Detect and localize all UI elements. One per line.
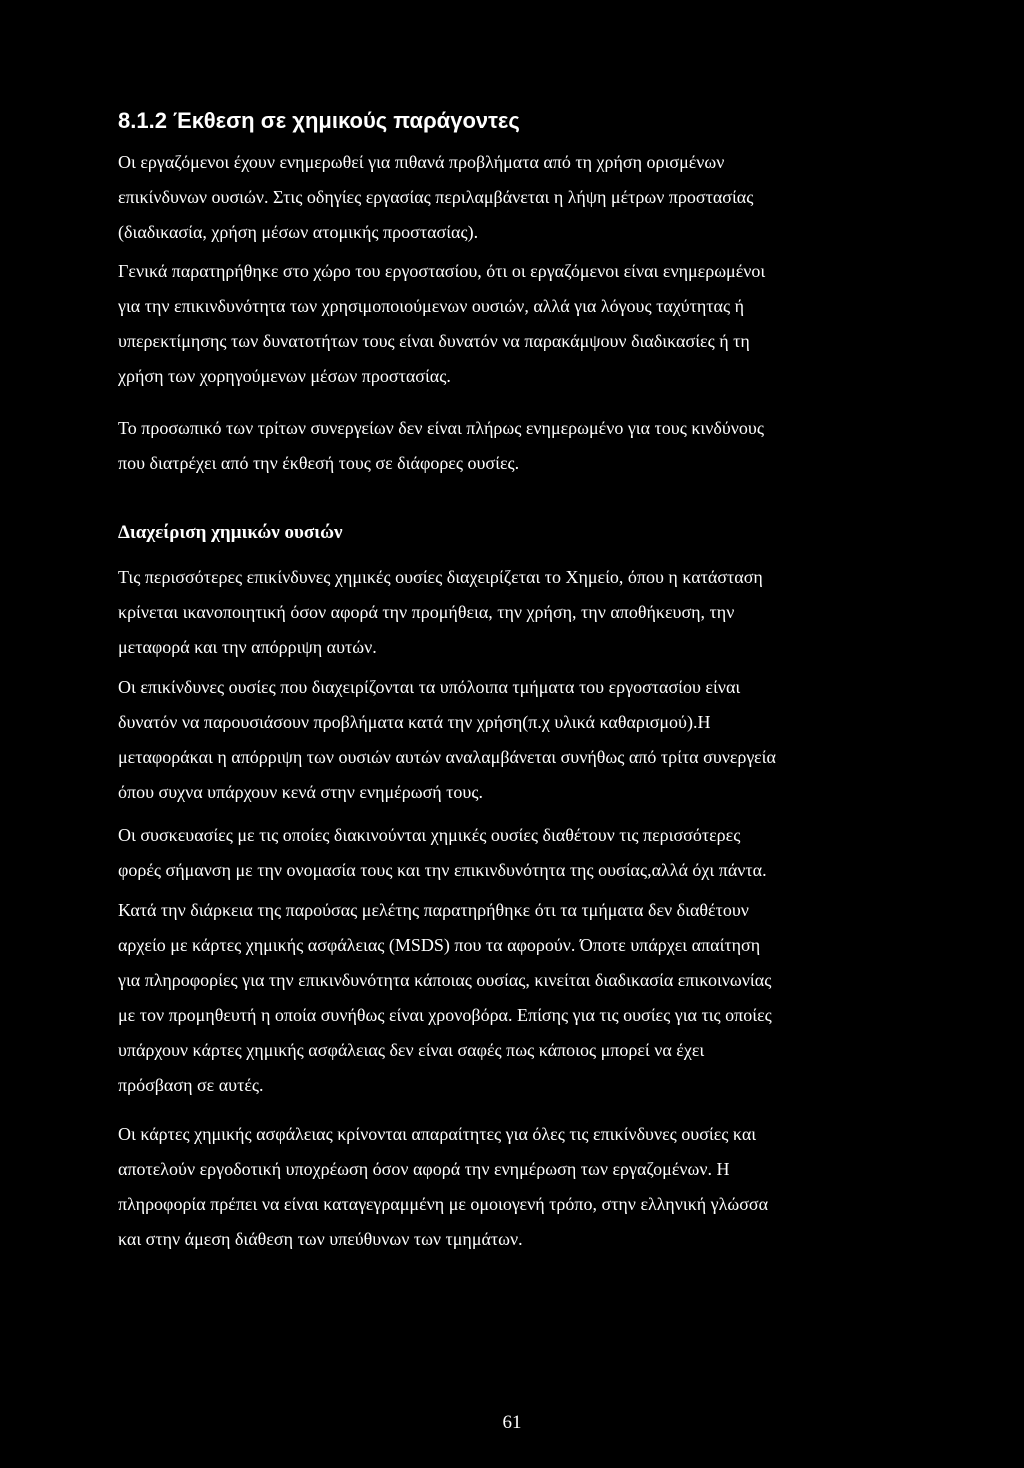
text-line: (διαδικασία, χρήση μέσων ατομικής προστασίας). (118, 222, 479, 242)
text-line: με τον προμηθευτή η οποία συνήθως είναι χρονοβόρα. Επίσης για τις ουσίες για τις οποίες (118, 1005, 772, 1025)
text-line: όπου συχνα υπάρχουν κενά στην ενημέρωσή τους. (118, 782, 483, 802)
text-line: που διατρέχει από την έκθεσή τους σε διάφορες ουσίες. (118, 453, 520, 473)
text-line: αρχείο με κάρτες χημικής ασφάλειας (MSDS) που τα αφορούν. Όποτε υπάρχει απαίτηση (118, 935, 761, 955)
subsection-heading: Διαχείριση χημικών ουσιών (118, 522, 343, 543)
text-line: πληροφορία πρέπει να είναι καταγεγραμμένη με ομοιογενή τρόπο, στην ελληνική γλώσσα (118, 1194, 769, 1214)
paragraph (118, 670, 918, 810)
text-line: φορές σήμανση με την ονομασία τους και την επικινδυνότητα της ουσίας,αλλά όχι πάντα. (118, 860, 767, 880)
text-line: υπερεκτίμησης των δυνατοτήτων τους είναι δυνατόν να παρακάμψουν διαδικασίες ή τη (118, 331, 750, 351)
text-line: μεταφοράκαι η απόρριψη των ουσιών αυτών αναλαμβάνεται συνήθως από τρίτα συνεργεία (118, 747, 776, 767)
text-line: κρίνεται ικανοποιητική όσον αφορά την προμήθεια, την χρήση, την αποθήκευση, την (118, 602, 735, 622)
text-line: δυνατόν να παρουσιάσουν προβλήματα κατά την χρήση(π.χ υλικά καθαρισμού).Η (118, 712, 711, 732)
paragraph (118, 1117, 918, 1257)
text-line: Τις περισσότερες επικίνδυνες χημικές ουσίες διαχειρίζεται το Χημείο, όπου η κατάσταση (118, 567, 763, 587)
text-line: Οι συσκευασίες με τις οποίες διακινούνται χημικές ουσίες διαθέτουν τις περισσότερες (118, 825, 741, 845)
text-line: πρόσβαση σε αυτές. (118, 1075, 264, 1095)
paragraph (118, 411, 918, 481)
text-line: Οι κάρτες χημικής ασφάλειας κρίνονται απαραίτητες για όλες τις επικίνδυνες ουσίες και (118, 1124, 757, 1144)
text-line: Το προσωπικό των τρίτων συνεργείων δεν είναι πλήρως ενημερωμένο για τους κινδύνους (118, 418, 764, 438)
text-line: χρήση των χορηγούμενων μέσων προστασίας. (118, 366, 451, 386)
text-line: αποτελούν εργοδοτική υποχρέωση όσον αφορά την ενημέρωση των εργαζομένων. Η (118, 1159, 730, 1179)
text-line: Οι εργαζόμενοι έχουν ενημερωθεί για πιθανά προβλήματα από τη χρήση ορισμένων (118, 152, 725, 172)
text-line: μεταφορά και την απόρριψη αυτών. (118, 637, 377, 657)
text-line: Γενικά παρατηρήθηκε στο χώρο του εργοστασίου, ότι οι εργαζόμενοι είναι ενημερωμένοι (118, 261, 766, 281)
text-line: επικίνδυνων ουσιών. Στις οδηγίες εργασίας περιλαμβάνεται η λήψη μέτρων προστασίας (118, 187, 754, 207)
text-line: Κατά την διάρκεια της παρούσας μελέτης παρατηρήθηκε ότι τα τμήματα δεν διαθέτουν (118, 900, 749, 920)
text-line: και στην άμεση διάθεση των υπεύθυνων των τμημάτων. (118, 1229, 523, 1249)
text-line: για πληροφορίες για την επικινδυνότητα κάποιας ουσίας, κινείται διαδικασία επικοινωνίας (118, 970, 772, 990)
paragraph (118, 254, 918, 394)
page-number: 61 (502, 1412, 522, 1433)
section-heading: 8.1.2 Έκθεση σε χημικούς παράγοντες (118, 108, 520, 133)
paragraph (118, 560, 918, 665)
paragraph (118, 145, 918, 250)
text-line: Οι επικίνδυνες ουσίες που διαχειρίζονται τα υπόλοιπα τμήματα του εργοστασίου είναι (118, 677, 741, 697)
paragraph (118, 893, 918, 1103)
text-line: υπάρχουν κάρτες χημικής ασφάλειας δεν είναι σαφές πως κάποιος μπορεί να έχει (118, 1040, 705, 1060)
text-line: για την επικινδυνότητα των χρησιμοποιούμενων ουσιών, αλλά για λόγους ταχύτητας ή (118, 296, 745, 316)
paragraph (118, 818, 918, 888)
